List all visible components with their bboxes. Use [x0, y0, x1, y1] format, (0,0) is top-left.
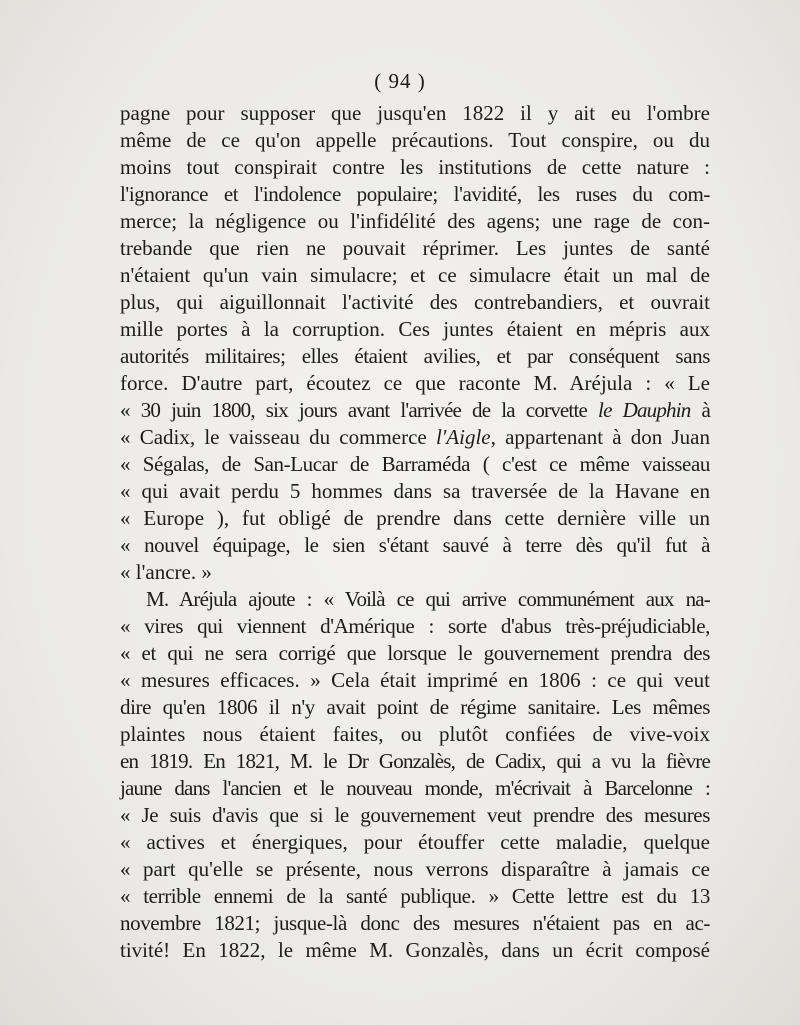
text-line: « terrible ennemi de la santé publique. » Cette lettre est du 13: [120, 884, 710, 908]
text-line: autorités militaires; elles étaient avilies, et par conséquent sans: [120, 344, 710, 368]
text-line: l'ignorance et l'indolence populaire; l'avidité, les ruses du com-: [120, 182, 710, 206]
text-line: « vires qui viennent d'Amérique : sorte d'abus très-préjudiciable,: [120, 614, 710, 638]
page-number: ( 94 ): [374, 69, 426, 93]
text-line: n'étaient qu'un vain simulacre; et ce simulacre était un mal de: [120, 263, 710, 287]
text-line: en 1819. En 1821, M. le Dr Gonzalès, de Cadix, qui a vu la fièvre: [120, 749, 710, 773]
text-line: plaintes nous étaient faites, ou plutôt confiées de vive-voix: [120, 722, 710, 746]
text-line: trebande que rien ne pouvait réprimer. Les juntes de santé: [120, 236, 710, 260]
text-line: [120, 397, 710, 424]
text-line: même de ce qu'on appelle précautions. Tout conspire, ou du: [120, 128, 710, 152]
text-line: « l'ancre. »: [120, 560, 212, 584]
text-line: « mesures efficaces. » Cela était imprimé en 1806 : ce qui veut: [120, 668, 710, 692]
text-line: « part qu'elle se présente, nous verrons disparaître à jamais ce: [120, 857, 710, 881]
line-text: à: [690, 398, 710, 422]
text-line: merce; la négligence ou l'infidélité des agens; une rage de con-: [120, 209, 710, 233]
italic-ship-name: le Dauphin: [598, 398, 691, 422]
text-line: plus, qui aiguillonnait l'activité des contrebandiers, et ouvrait: [120, 290, 710, 314]
text-line: M. Aréjula ajoute : « Voilà ce qui arrive communément aux na-: [146, 587, 710, 611]
body-text: [120, 100, 710, 964]
italic-ship-name: l'Aigle: [435, 425, 491, 449]
text-line: force. D'autre part, écoutez ce que raconte M. Aréjula : « Le: [120, 371, 710, 395]
text-line: dire qu'en 1806 il n'y avait point de régime sanitaire. Les mêmes: [120, 695, 710, 719]
line-text: « Cadix, le vaisseau du commerce: [120, 425, 436, 449]
text-line: « qui avait perdu 5 hommes dans sa traversée de la Havane en: [120, 479, 710, 503]
text-line: pagne pour supposer que jusqu'en 1822 il y ait eu l'ombre: [120, 101, 710, 125]
text-line: [120, 424, 710, 451]
line-text: , appartenant à don Juan: [490, 425, 711, 449]
text-line: mille portes à la corruption. Ces juntes étaient en mépris aux: [120, 317, 710, 341]
text-line: « Europe ), fut obligé de prendre dans cette dernière ville un: [120, 506, 710, 530]
text-line: moins tout conspirait contre les institutions de cette nature :: [120, 155, 710, 179]
line-text: « 30 juin 1800, six jours avant l'arrivée de la corvette: [120, 398, 599, 422]
text-line: « Ségalas, de San-Lucar de Barraméda ( c'est ce même vaisseau: [120, 452, 710, 476]
text-line: tivité! En 1822, le même M. Gonzalès, dans un écrit composé: [120, 938, 710, 962]
text-line: jaune dans l'ancien et le nouveau monde, m'écrivait à Barcelonne :: [120, 776, 710, 800]
text-line: « et qui ne sera corrigé que lorsque le gouvernement prendra des: [120, 641, 710, 665]
text-line: « Je suis d'avis que si le gouvernement veut prendre des mesures: [120, 803, 710, 827]
text-line: « nouvel équipage, le sien s'étant sauvé à terre dès qu'il fut à: [120, 533, 710, 557]
text-line: « actives et énergiques, pour étouffer cette maladie, quelque: [120, 830, 710, 854]
text-line: novembre 1821; jusque-là donc des mesures n'étaient pas en ac-: [120, 911, 710, 935]
